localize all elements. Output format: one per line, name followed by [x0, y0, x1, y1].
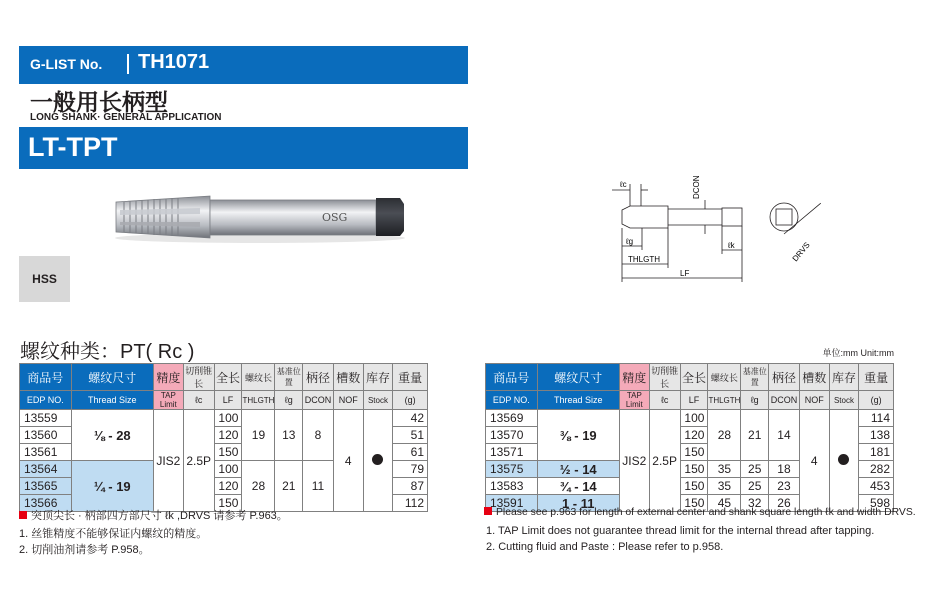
table-cell: 42: [393, 410, 428, 427]
table-cell: 2.5P: [183, 410, 214, 512]
table-cell: 13566: [20, 495, 72, 512]
thread-size: ¾ - 14: [537, 478, 619, 495]
table-cell: 28: [708, 410, 741, 461]
table-cell: 13559: [20, 410, 72, 427]
column-header: DCON: [769, 391, 800, 410]
table-cell: 13565: [20, 478, 72, 495]
product-banner: [19, 46, 468, 169]
table-cell: 120: [214, 478, 242, 495]
col-nof: 槽数: [333, 364, 363, 391]
table-cell: 8: [303, 410, 334, 461]
table-cell: 120: [214, 427, 242, 444]
table-cell: 112: [393, 495, 428, 512]
column-header: 重量: [859, 364, 894, 391]
lf-label: LF: [680, 269, 690, 278]
table-cell: 282: [859, 461, 894, 478]
column-header: THLGTH: [242, 391, 275, 410]
table-cell: 25: [741, 461, 769, 478]
table-cell: 11: [303, 461, 334, 512]
col-size: 螺纹尺寸: [71, 364, 153, 391]
brand-mark-icon: OSG: [322, 211, 348, 224]
column-header: TAP Limit: [153, 391, 183, 410]
tap-dimension-diagram: [600, 170, 840, 290]
note-red-right: Please see p.963 for length of external center and shank square length ℓk and width DRVS.: [484, 507, 916, 518]
series-name: LT-TPT: [28, 132, 118, 162]
column-header: 全长: [680, 364, 708, 391]
divider: [127, 54, 129, 74]
table-cell: 453: [859, 478, 894, 495]
table-cell: [829, 410, 859, 512]
column-header: LF: [214, 391, 242, 410]
table-cell: 598: [859, 495, 894, 512]
table-cell: 100: [214, 410, 242, 427]
table-cell: 21: [741, 410, 769, 461]
table-cell: 18: [769, 461, 800, 478]
note-1-left: 1. 丝锥精度不能够保证内螺纹的精度。: [19, 528, 208, 540]
table-cell: 21: [275, 461, 303, 512]
column-header: ℓg: [275, 391, 303, 410]
table-cell: 13561: [20, 444, 72, 461]
table-cell: 28: [242, 461, 275, 512]
table-cell: 23: [769, 478, 800, 495]
table-cell: 13571: [486, 444, 538, 461]
product-title-jp: 一般用长柄型: [30, 89, 168, 115]
table-row: [486, 410, 894, 427]
table-cell: 150: [214, 444, 242, 461]
column-header: 精度: [619, 364, 649, 391]
col-tap: 精度: [153, 364, 183, 391]
table-cell: 100: [680, 410, 708, 427]
col-lc: 切削锥长: [183, 364, 214, 391]
thlgth-label: THLGTH: [628, 255, 660, 264]
table-cell: 32: [741, 495, 769, 512]
material-badge: HSS: [19, 256, 70, 302]
table-cell: 13: [275, 410, 303, 461]
note-red-left: 突顶尖长 · 柄部四方部尺寸 ℓk ,DRVS 请参考 P.963。: [19, 507, 288, 523]
col-lg: 基准位置: [275, 364, 303, 391]
table-cell: 45: [708, 495, 741, 512]
column-header: ℓc: [183, 391, 214, 410]
column-header: (g): [393, 391, 428, 410]
glist-number: TH1071: [138, 51, 210, 73]
column-header: NOF: [333, 391, 363, 410]
col-stock: 库存: [363, 364, 393, 391]
column-header: TAP Limit: [619, 391, 649, 410]
table-cell: 138: [859, 427, 894, 444]
column-header: 切削锥长: [649, 364, 680, 391]
table-cell: 19: [242, 410, 275, 461]
column-header: DCON: [303, 391, 334, 410]
table-cell: 4: [799, 410, 829, 512]
table-row: [20, 410, 428, 427]
column-header: 槽数: [799, 364, 829, 391]
table-cell: [363, 410, 393, 512]
column-header: EDP NO.: [20, 391, 72, 410]
table-cell: 150: [680, 478, 708, 495]
table-cell: 114: [859, 410, 894, 427]
table-cell: 13564: [20, 461, 72, 478]
table-cell: 4: [333, 410, 363, 512]
column-header: 柄径: [769, 364, 800, 391]
product-title-en: LONG SHANK· GENERAL APPLICATION: [30, 112, 222, 123]
column-header: EDP NO.: [486, 391, 538, 410]
lg-label: ℓg: [626, 237, 634, 246]
note-2-right: 2. Cutting fluid and Paste : Please refer to p.958.: [486, 541, 724, 553]
table-cell: 181: [859, 444, 894, 461]
table-cell: 13591: [486, 495, 538, 512]
note-2-left: 2. 切削油剂请参考 P.958。: [19, 544, 150, 556]
column-header: 商品号: [486, 364, 538, 391]
table-cell: 120: [680, 427, 708, 444]
lc-label: ℓc: [620, 180, 627, 189]
unit-label: 单位:mm Unit:mm: [822, 348, 894, 358]
column-header: Stock: [363, 391, 393, 410]
spec-table-left: [19, 363, 428, 512]
column-header: NOF: [799, 391, 829, 410]
table-cell: 150: [680, 444, 708, 461]
column-header: 螺纹尺寸: [537, 364, 619, 391]
tap-illustration: [110, 188, 410, 248]
column-header: Thread Size: [537, 391, 619, 410]
table-cell: 26: [769, 495, 800, 512]
table-cell: 150: [680, 461, 708, 478]
table-cell: 87: [393, 478, 428, 495]
column-header: 库存: [829, 364, 859, 391]
glist-label: G-LIST No.: [30, 56, 103, 72]
dcon-label: DCON: [692, 175, 701, 199]
table-cell: JIS2: [619, 410, 649, 512]
thread-type-heading: 螺纹种类：PT( Rc ): [20, 341, 195, 363]
column-header: 基准位置: [741, 364, 769, 391]
lk-label: ℓk: [728, 241, 735, 250]
column-header: LF: [680, 391, 708, 410]
column-header: Thread Size: [71, 391, 153, 410]
spec-table-right: [485, 363, 894, 512]
note-1-right: 1. TAP Limit does not guarantee thread limit for the internal thread after tapping.: [486, 525, 875, 537]
column-header: (g): [859, 391, 894, 410]
in-stock-icon: [838, 454, 849, 465]
column-header: THLGTH: [708, 391, 741, 410]
table-cell: 51: [393, 427, 428, 444]
drvs-label: DRVS: [790, 240, 812, 264]
table-cell: 150: [214, 495, 242, 512]
table-cell: 35: [708, 478, 741, 495]
thread-size: ⅜ - 19: [537, 410, 619, 461]
table-cell: 14: [769, 410, 800, 461]
table-cell: 13570: [486, 427, 538, 444]
table-cell: 13560: [20, 427, 72, 444]
thread-size: ⅛ - 28: [71, 410, 153, 461]
col-dcon: 柄径: [303, 364, 334, 391]
column-header: ℓc: [649, 391, 680, 410]
thread-size: ¼ - 19: [71, 461, 153, 512]
column-header: Stock: [829, 391, 859, 410]
table-cell: 150: [680, 495, 708, 512]
table-cell: 100: [214, 461, 242, 478]
in-stock-icon: [372, 454, 383, 465]
table-cell: 2.5P: [649, 410, 680, 512]
table-cell: 61: [393, 444, 428, 461]
thread-size: ½ - 14: [537, 461, 619, 478]
column-header: 螺纹长: [708, 364, 741, 391]
table-cell: 79: [393, 461, 428, 478]
thread-size: 1 - 11: [537, 495, 619, 512]
col-lf: 全长: [214, 364, 242, 391]
col-weight: 重量: [393, 364, 428, 391]
table-cell: 13583: [486, 478, 538, 495]
table-cell: 13569: [486, 410, 538, 427]
col-thlgth: 螺纹长: [242, 364, 275, 391]
table-cell: 25: [741, 478, 769, 495]
table-cell: JIS2: [153, 410, 183, 512]
table-cell: 13575: [486, 461, 538, 478]
column-header: ℓg: [741, 391, 769, 410]
table-cell: 35: [708, 461, 741, 478]
col-edp: 商品号: [20, 364, 72, 391]
